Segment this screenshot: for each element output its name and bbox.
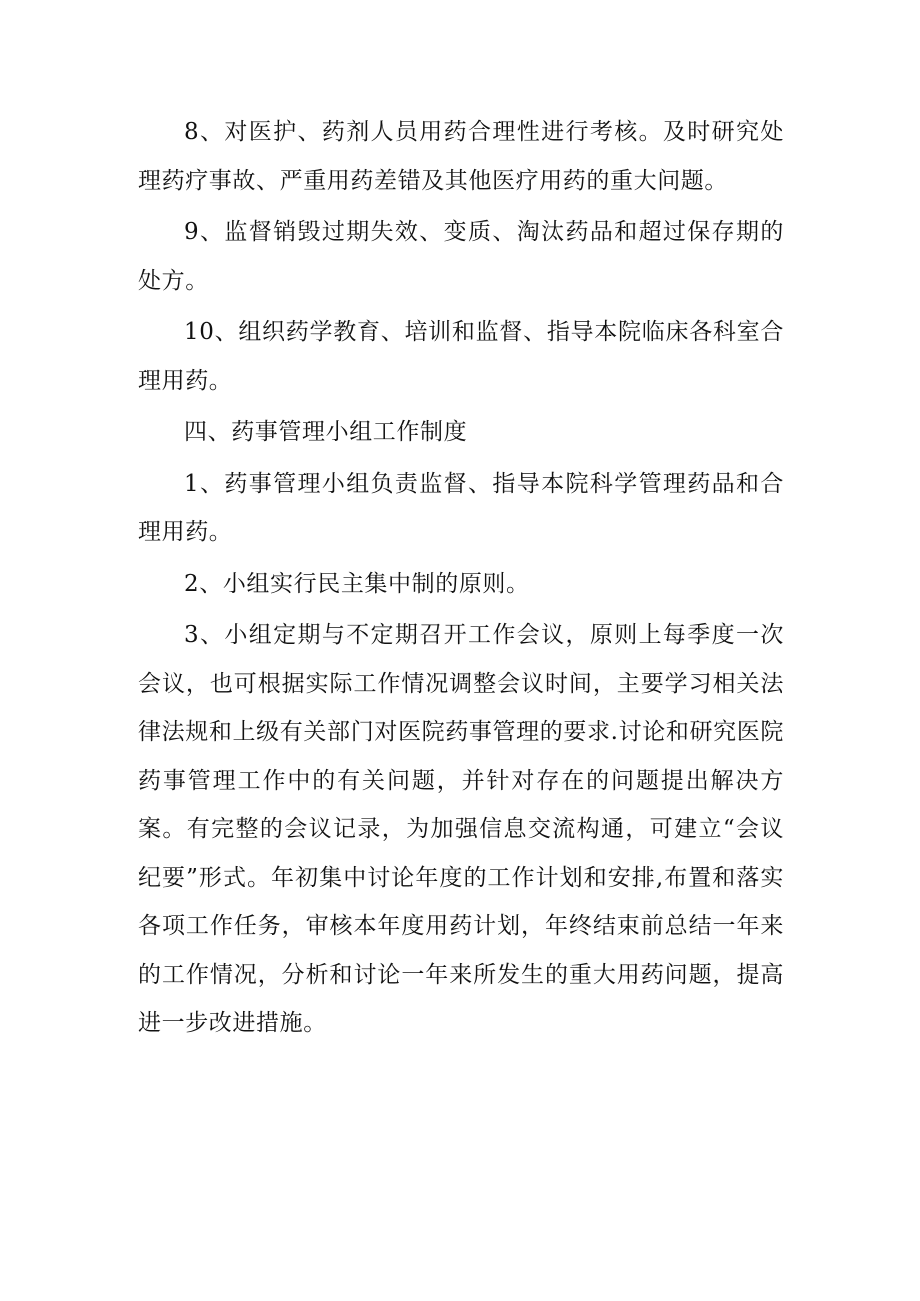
paragraph-item-8: 8、对医护、药剂人员用药合理性进行考核。及时研究处理药疗事故、严重用药差错及其他医疗用药的重大问题。 (138, 119, 784, 194)
document-body (138, 108, 784, 1051)
paragraph-item-10: 10、组织药学教育、培训和监督、指导本院临床各科室合理用药。 (138, 319, 784, 394)
section-heading: 四、药事管理小组工作制度 (184, 419, 468, 445)
paragraph-item-9: 9、监督销毁过期失效、变质、淘汰药品和超过保存期的处方。 (138, 219, 784, 294)
paragraph-rule-2: 2、小组实行民主集中制的原则。 (184, 570, 530, 597)
paragraph-rule-1: 1、药事管理小组负责监督、指导本院科学管理药品和合理用药。 (138, 470, 784, 545)
paragraph-rule-3: 3、小组定期与不定期召开工作会议，原则上每季度一次会议，也可根据实际工作情况调整会议时间，主要学习相关法律法规和上级有关部门对医院药事管理的要求.讨论和研究医院药事管理工作中的有关问题，并针对存在的问题提出解决方案。有完整的会议记录，为加强信息交流构通，可建立“会议纪要”形式。年初集中讨论年度的工作计划和安排,布置和落实各项工作任务，审核本年度用药计划，年终结束前总结一年来的工作情况，分析和讨论一年来所发生的重大用药问题，提高进一步改进措施。 (138, 622, 784, 1036)
